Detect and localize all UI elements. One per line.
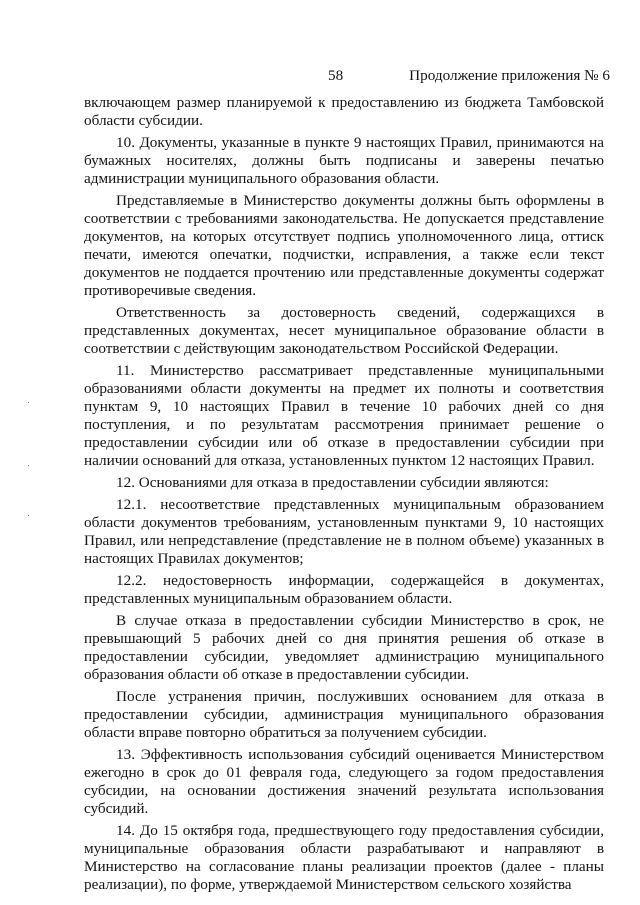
paragraph-reapplication: После устранения причин, послуживших основанием для отказа в предоставлении субсидии, администрация муниципального образования области вправе повторно обратиться за получением субсидии. — [84, 688, 604, 741]
paragraph-item-10: 10. Документы, указанные в пункте 9 настоящих Правил, принимаются на бумажных носителях, должны быть подписаны и заверены печатью администрации муниципального образования области. — [84, 134, 604, 187]
paragraph-responsibility: Ответственность за достоверность сведений, содержащихся в представленных документах, несет муниципальное образование области в соответствии с действующим законодательством Российской Федерации. — [84, 304, 604, 357]
paragraph-item-12-1: 12.1. несоответствие представленных муниципальным образованием области документов требованиям, установленным пунктами 9, 10 настоящих Правил, или непредставление (представление не в полном объеме) указанных в настоящих Правилах документов; — [84, 496, 604, 567]
appendix-continuation-label: Продолжение приложения № 6 — [409, 67, 610, 84]
scan-speck — [28, 515, 29, 516]
paragraph-continuation: включающем размер планируемой к предоставлению из бюджета Тамбовской области субсидии. — [84, 94, 604, 129]
paragraph-item-14: 14. До 15 октября года, предшествующего году предоставления субсидии, муниципальные образования области разрабатывают и направляют в Министерство на согласование планы реализации проектов (далее - планы реализации), по форме, утверждаемой Министерством сельского хозяйства — [84, 822, 604, 893]
paragraph-item-11: 11. Министерство рассматривает представленные муниципальными образованиями области документы на предмет их полноты и соответствия пунктам 9, 10 настоящих Правил в течение 10 рабочих дней со дня поступления, и по результатам рассмотрения принимает решение о предоставлении субсидии или об отказе в предоставлении субсидии при наличии оснований для отказа, установленных пунктом 12 настоящих Правил. — [84, 362, 604, 469]
paragraph-document-requirements: Представляемые в Министерство документы должны быть оформлены в соответствии с требованиями законодательства. Не допускается представление документов, на которых отсутствует подпись уполномоченного лица, оттиск печати, имеются опечатки, подчистки, исправления, а также если текст документов не поддается прочтению или представленные документы содержат противоречивые сведения. — [84, 192, 604, 299]
paragraph-item-12: 12. Основаниями для отказа в предоставлении субсидии являются: — [116, 474, 549, 491]
paragraph-item-12-2: 12.2. недостоверность информации, содержащейся в документах, представленных муниципальным образованием области. — [84, 572, 604, 607]
document-body — [84, 94, 604, 894]
page-number: 58 — [328, 67, 344, 84]
page-header — [0, 66, 640, 86]
paragraph-refusal-notice: В случае отказа в предоставлении субсидии Министерство в срок, не превышающий 5 рабочих дней со дня принятия решения об отказе в предоставлении субсидии, уведомляет администрацию муниципального образования области об отказе в предоставлении субсидии. — [84, 612, 604, 683]
scan-speck — [28, 465, 29, 466]
paragraph-item-13: 13. Эффективность использования субсидий оценивается Министерством ежегодно в срок до 01 февраля года, следующего за годом предоставления субсидии, на основании достижения значений результата использования субсидий. — [84, 746, 604, 817]
scan-speck — [28, 402, 29, 403]
